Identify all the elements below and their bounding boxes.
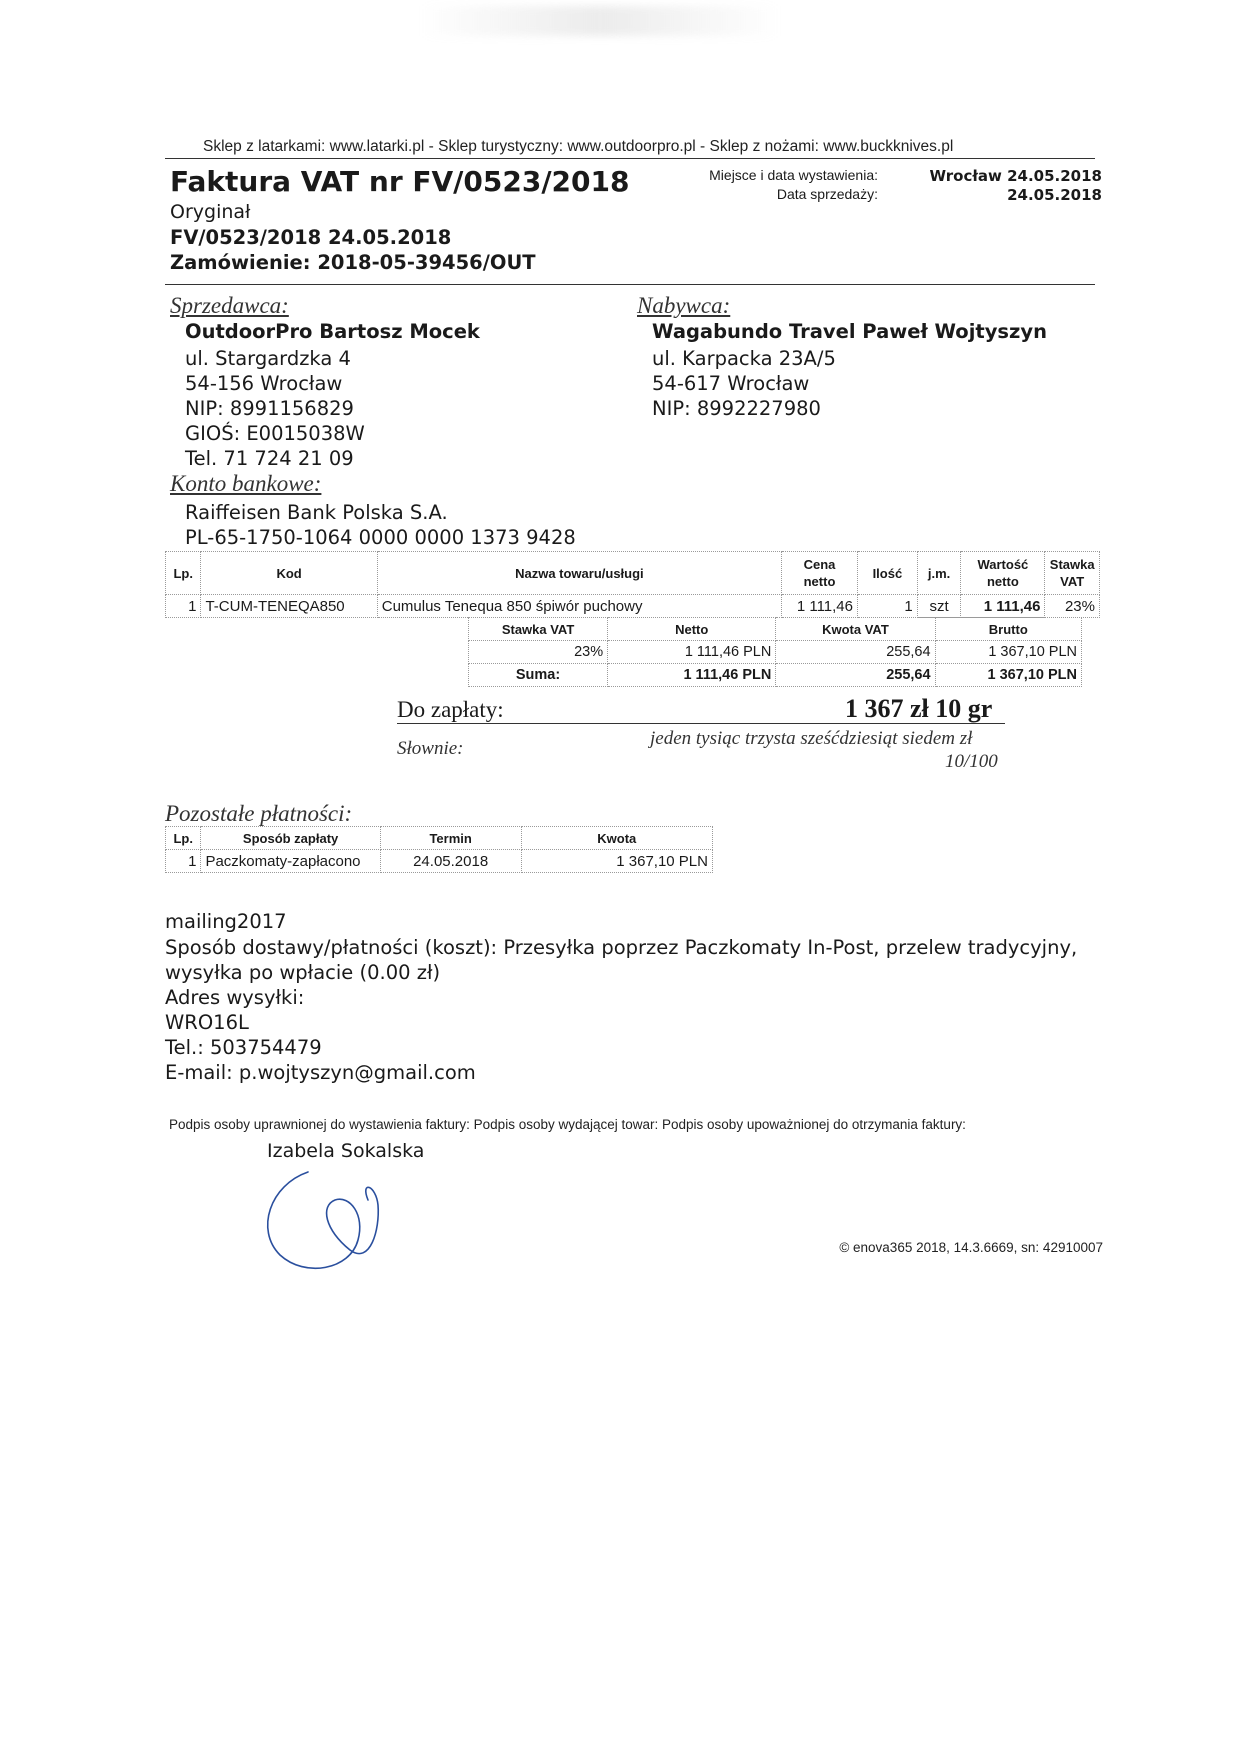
pay-col-lp: Lp. — [166, 827, 201, 850]
vat-cell-net: 1 111,46 PLN — [608, 641, 776, 664]
col-name: Nazwa towaru/usługi — [377, 552, 781, 595]
in-words-label: Słownie: — [397, 738, 464, 759]
col-price: Cena netto — [782, 552, 858, 595]
cell-code: T-CUM-TENEQA850 — [201, 595, 377, 618]
vat-cell-vat: 255,64 — [776, 641, 935, 664]
to-pay-value: 1 367 zł 10 gr — [845, 694, 993, 723]
ref-line: FV/0523/2018 24.05.2018 — [170, 226, 452, 249]
sale-date-value: 24.05.2018 — [1007, 186, 1102, 204]
vat-cell-rate: 23% — [469, 641, 608, 664]
vat-sum-vat: 255,64 — [776, 664, 935, 687]
cell-qty: 1 — [858, 595, 918, 618]
col-net-value: Wartość netto — [961, 552, 1045, 595]
to-pay-rule — [397, 723, 1005, 724]
buyer-street: ul. Karpacka 23A/5 — [652, 347, 836, 370]
buyer-city: 54-617 Wrocław — [652, 372, 810, 395]
software-footer: © enova365 2018, 14.3.6669, sn: 42910007 — [839, 1240, 1103, 1255]
vat-summary-table — [468, 617, 1082, 687]
seller-tel: Tel. 71 724 21 09 — [185, 447, 354, 470]
note-line: mailing2017 — [165, 910, 287, 933]
pay-cell-amount: 1 367,10 PLN — [521, 850, 712, 873]
vat-col-net: Netto — [608, 618, 776, 641]
seller-nip: NIP: 8991156829 — [185, 397, 354, 420]
invoice-title: Faktura VAT nr FV/0523/2018 — [170, 165, 630, 198]
payments-heading: Pozostałe płatności: — [165, 801, 353, 826]
table-row — [166, 850, 713, 873]
vat-sum-net: 1 111,46 PLN — [608, 664, 776, 687]
note-line: Adres wysyłki: — [165, 986, 305, 1009]
items-table — [165, 551, 1100, 618]
vat-sum-gross: 1 367,10 PLN — [935, 664, 1081, 687]
note-line: Sposób dostawy/płatności (koszt): Przesyłka poprzez Paczkomaty In-Post, przelew tradycyjny, — [165, 936, 1078, 959]
col-qty: Ilość — [858, 552, 918, 595]
copy-label: Oryginał — [170, 201, 251, 223]
table-row — [469, 641, 1082, 664]
order-line: Zamówienie: 2018-05-39456/OUT — [170, 251, 536, 274]
note-line: Tel.: 503754479 — [165, 1036, 322, 1059]
cell-name: Cumulus Tenequa 850 śpiwór puchowy — [377, 595, 781, 618]
col-code: Kod — [201, 552, 377, 595]
col-lp: Lp. — [166, 552, 201, 595]
pay-cell-method: Paczkomaty-zapłacono — [201, 850, 380, 873]
header-bottom-rule — [165, 284, 1095, 285]
signature-line: Podpis osoby uprawnionej do wystawienia faktury: Podpis osoby wydającej towar: Podpis osoby upoważnionej do otrzymania faktury: — [169, 1117, 966, 1132]
header-top-rule — [165, 158, 1095, 159]
pay-col-method: Sposób zapłaty — [201, 827, 380, 850]
buyer-nip: NIP: 8992227980 — [652, 397, 821, 420]
note-line: WRO16L — [165, 1011, 249, 1034]
payments-table-header — [166, 827, 713, 850]
vat-sum-label: Suma: — [469, 664, 608, 687]
shops-line: Sklep z latarkami: www.latarki.pl - Sklep turystyczny: www.outdoorpro.pl - Sklep z nożami: www.buckknives.pl — [203, 138, 954, 155]
seller-name: OutdoorPro Bartosz Mocek — [185, 320, 480, 343]
vat-cell-gross: 1 367,10 PLN — [935, 641, 1081, 664]
pay-cell-date: 24.05.2018 — [380, 850, 521, 873]
sale-date-label: Data sprzedaży: — [776, 186, 878, 202]
seller-street: ul. Stargardzka 4 — [185, 347, 351, 370]
items-table-header — [166, 552, 1100, 595]
pay-cell-lp: 1 — [166, 850, 201, 873]
seller-gios: GIOŚ: E0015038W — [185, 422, 365, 445]
bank-account: PL-65-1750-1064 0000 0000 1373 9428 — [185, 526, 576, 549]
in-words-line1: jeden tysiąc trzysta sześćdziesiąt siedem zł — [650, 728, 973, 749]
buyer-name: Wagabundo Travel Paweł Wojtyszyn — [652, 320, 1047, 343]
vat-sum-row — [469, 664, 1082, 687]
col-unit: j.m. — [917, 552, 961, 595]
table-row — [166, 595, 1100, 618]
payments-table — [165, 826, 713, 873]
vat-table-header — [469, 618, 1082, 641]
cell-vat-rate: 23% — [1045, 595, 1100, 618]
to-pay-label: Do zapłaty: — [397, 697, 504, 722]
pay-col-date: Termin — [380, 827, 521, 850]
vat-col-rate: Stawka VAT — [469, 618, 608, 641]
issue-place-label: Miejsce i data wystawienia: — [709, 167, 878, 183]
note-line: wysyłka po wpłacie (0.00 zł) — [165, 961, 441, 984]
bank-heading: Konto bankowe: — [170, 471, 322, 496]
bank-name: Raiffeisen Bank Polska S.A. — [185, 501, 448, 524]
cell-lp: 1 — [166, 595, 201, 618]
vat-col-vat: Kwota VAT — [776, 618, 935, 641]
buyer-heading: Nabywca: — [637, 293, 731, 318]
seller-city: 54-156 Wrocław — [185, 372, 343, 395]
pay-col-amount: Kwota — [521, 827, 712, 850]
cell-unit: szt — [917, 595, 961, 618]
cell-net-value: 1 111,46 — [961, 595, 1045, 618]
issuer-name: Izabela Sokalska — [267, 1140, 425, 1162]
note-line: E-mail: p.wojtyszyn@gmail.com — [165, 1061, 476, 1084]
scan-artifact — [420, 6, 780, 36]
in-words-line2: 10/100 — [945, 751, 998, 772]
seller-heading: Sprzedawca: — [170, 293, 289, 318]
issue-place-value: Wrocław 24.05.2018 — [929, 167, 1102, 185]
handwritten-signature — [250, 1160, 410, 1280]
vat-col-gross: Brutto — [935, 618, 1081, 641]
cell-price: 1 111,46 — [782, 595, 858, 618]
col-vat-rate: Stawka VAT — [1045, 552, 1100, 595]
